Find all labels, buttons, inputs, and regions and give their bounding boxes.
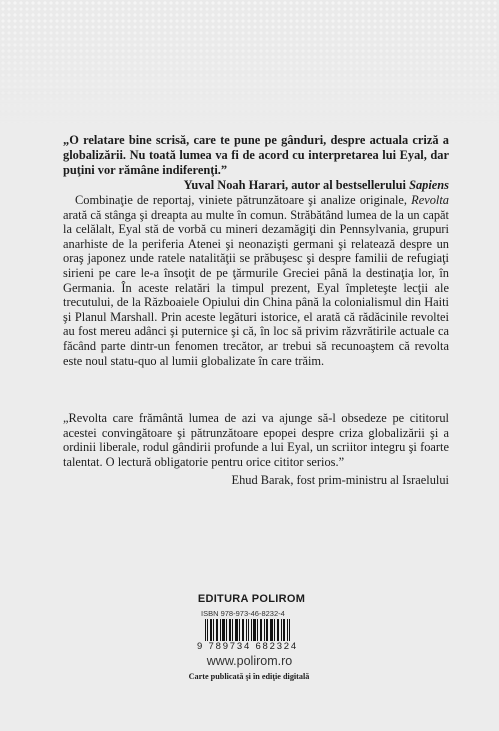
book-description <box>63 193 449 368</box>
quote-bottom-text: „Revolta care frământă lumea de azi va ajunge să-l obsedeze pe cititorul acestei convingătoare şi pătrunzătoare epopei despre criza globalizării şi a ordinii liberale, rodul gândirii profunde a lui Eyal, un scriitor integru şi foarte talentat. O lectură obligatorie pentru orice cititor serios.” <box>63 411 449 469</box>
endorsement-quote-top <box>63 133 449 193</box>
quote-top-attribution <box>63 178 449 193</box>
quote-top-attribution-prefix: Yuval Noah Harari, autor al bestsellerului <box>183 178 410 192</box>
world-map-background <box>0 0 499 130</box>
barcode-number: 9 789734 682324 <box>195 641 307 652</box>
description-book-title: Revolta <box>411 193 449 207</box>
quote-top-text: „O relatare bine scrisă, care te pune pe gânduri, despre actuala criză a globalizării. Nu toată lumea va fi de acord cu interpretarea lui Eyal, dar puţini vor rămâne indiferenţi.” <box>63 133 449 177</box>
isbn-label: ISBN 978-973-46-8232-4 <box>201 609 285 618</box>
publisher-name: EDITURA POLIROM <box>197 593 306 605</box>
quote-bottom-attribution: Ehud Barak, fost prim-ministru al Israelului <box>231 473 449 488</box>
publisher-website: www.polirom.ro <box>206 654 293 668</box>
description-start: Combinaţie de reportaj, viniete pătrunzătoare şi analize originale, <box>75 193 412 207</box>
endorsement-quote-bottom <box>63 411 449 488</box>
description-rest: arată că stânga şi dreapta au multe în comun. Străbătând lumea de la un capăt la celălalt, Eyal stă de vorbă cu mineri dezamăgiţi din Pennsylvania, grupuri anarhiste de la periferia Atenei şi neonazişti germani şi relatează despre un oraş japonez unde ratele natalităţii se prăbuşesc şi despre familii de refugiaţi sirieni pe care le-a însoţit de pe ţărmurile Greciei până la destinaţia lor, în Germania. În aceste relatări la timpul prezent, Eyal împleteşte lecţii ale trecutului, de la Războaiele Opiului din China până la colonialismul din Haiti şi Planul Marshall. Prin aceste legături istorice, el arată că rădăcinile revoltei au fost mereu adânci şi puternice şi că, în loc să privim răzvrătirile actuale ca făcând parte dintr-un fenomen trecător, ar trebui să recunoaştem că revolta este noul statu-quo al lumii globalizate în care trăim. <box>63 207 449 368</box>
quote-top-attribution-book: Sapiens <box>409 178 449 192</box>
digital-edition-note: Carte publicată şi în ediţie digitală <box>188 672 310 681</box>
